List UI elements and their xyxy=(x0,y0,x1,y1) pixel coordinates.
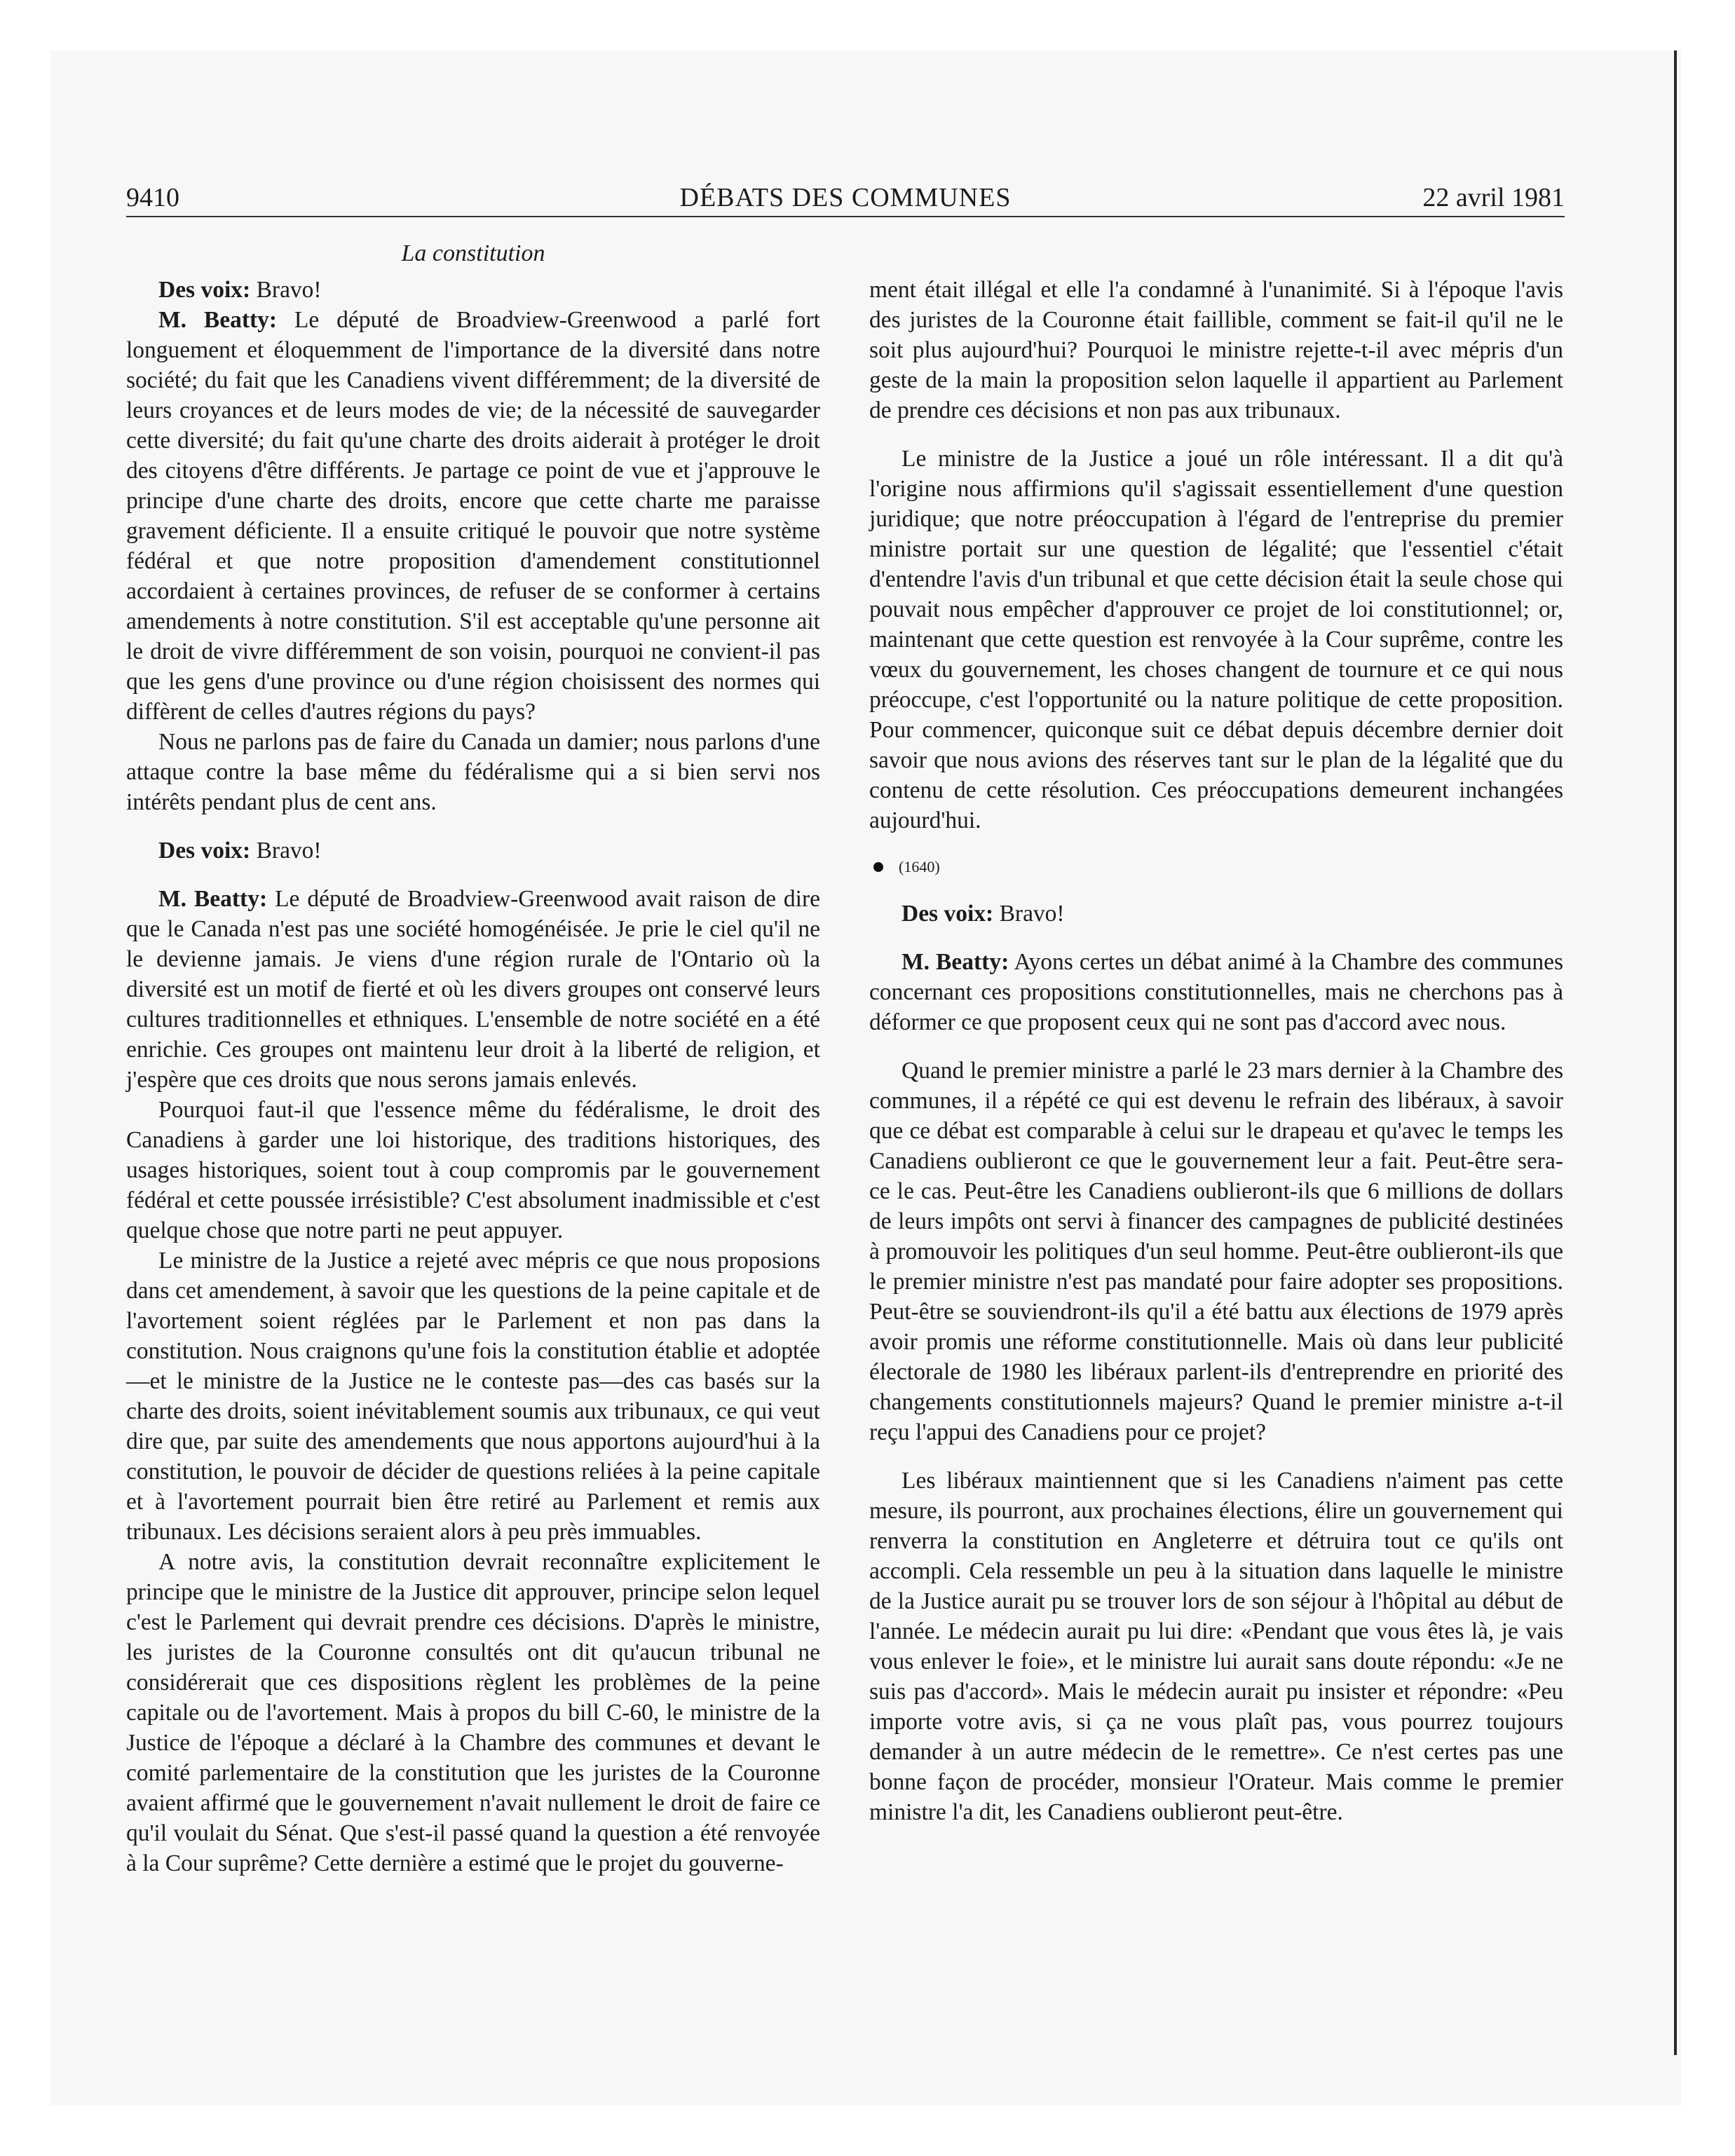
paragraph-text: Bravo! xyxy=(250,838,322,864)
paragraph-text: Pourquoi faut-il que l'essence même du fédéralisme, le droit des Canadiens à garder une loi historique, des traditions historiques, des usages historiques, soient tout à coup compromis par le gouvernement fédéral et cette poussée irrésistible? C'est absolument inadmissible et c'est quelque chose que notre parti ne peut appuyer. xyxy=(126,1097,820,1243)
paragraph xyxy=(869,444,1563,835)
paragraph-text: Le ministre de la Justice a rejeté avec mépris ce que nous proposions dans cet amendement, à savoir que les questions de la peine capitale et de l'avortement soient réglées par le Parlement et non pas dans la constitution. Nous craignons qu'une fois la constitution établie et adoptée—et le ministre de la Justice ne le conteste pas—des cas basés sur la charte des droits, soient inévitablement soumis aux tribunaux, ce qui veut dire que, par suite des amendements que nous apportons aujourd'hui à la constitution, le pouvoir de décider de questions reliées à la peine capitale et à l'avortement pourrait bien être retiré au Parlement et remis aux tribunaux. Les décisions seraient alors à peu près immuables. xyxy=(126,1248,820,1545)
paragraph xyxy=(869,1466,1563,1827)
paragraph xyxy=(869,275,1563,425)
page-number: 9410 xyxy=(126,183,179,212)
paragraph-text: Quand le premier ministre a parlé le 23 mars dernier à la Chambre des communes, il a répété ce qui est devenu le refrain des libéraux, à savoir que ce débat est comparable à celui sur le drapeau et qu'avec le temps les Canadiens oublieront ce que le gouvernement leur a fait. Peut-être sera-ce le cas. Peut-être les Canadiens oublieront-ils que 6 millions de dollars de leurs impôts ont servi à financer des campagnes de publicité destinées à promouvoir les politiques d'un seul homme. Peut-être oublieront-ils que le premier ministre n'est pas mandaté pour faire adopter ses propositions. Peut-être se souviendront-ils qu'il a été battu aux élections de 1979 après avoir promis une réforme constitutionnelle. Mais où dans leur publicité électorale de 1980 les libéraux parlent-ils d'entreprendre en priorité des changements constitutionnels majeurs? Quand le premier ministre a-t-il reçu l'appui des Canadiens pour ce projet? xyxy=(869,1058,1563,1445)
speaker-name: Des voix: xyxy=(901,901,994,927)
paragraph-text: Nous ne parlons pas de faire du Canada un damier; nous parlons d'une attaque contre la base même du fédéralisme qui a si bien servi nos intérêts pendant plus de cent ans. xyxy=(126,729,820,815)
publication-date: 22 avril 1981 xyxy=(1422,183,1565,212)
paragraph xyxy=(126,1547,820,1878)
paragraph-text: Bravo! xyxy=(250,277,322,303)
paragraph-text: Le député de Broadview-Greenwood avait raison de dire que le Canada n'est pas une société homogénéisée. Je prie le ciel qu'il ne le devienne jamais. Je viens d'une région rurale de l'Ontario où la diversité est un motif de fierté et où les divers groupes ont conservé leurs cultures traditionnelles et ethniques. L'ensemble de notre société en a été enrichie. Ces groupes ont maintenu leur droit à la liberté de religion, et j'espère que ces droits que nous serons jamais enlevés. xyxy=(126,886,820,1093)
paragraph xyxy=(126,884,820,1095)
speaker-name: M. Beatty: xyxy=(158,886,268,912)
paragraph xyxy=(126,727,820,817)
paragraph-text: A notre avis, la constitution devrait reconnaître explicitement le principe que le ministre de la Justice dit approuver, principe selon lequel c'est le Parlement qui devrait prendre ces décisions. D'après le ministre, les juristes de la Couronne consultés ont dit qu'aucun tribunal ne considérerait que ces dispositions règlent les problèmes de la peine capitale ou de l'avortement. Mais à propos du bill C-60, le ministre de la Justice de l'époque a déclaré à la Chambre des communes et devant le comité parlementaire de la constitution que les juristes de la Couronne avaient affirmé que le gouvernement n'avait nullement le droit de faire ce qu'il voulait du Sénat. Que s'est-il passé quand la question a été renvoyée à la Cour suprême? Cette dernière a estimé que le projet du gouverne- xyxy=(126,1549,820,1876)
time-marker-text: (1640) xyxy=(899,858,940,875)
speaker-name: M. Beatty: xyxy=(158,307,278,333)
speaker-name: Des voix: xyxy=(158,838,251,864)
paragraph-text: Ayons certes un débat animé à la Chambre des communes concernant ces propositions constitutionnelles, mais ne cherchons pas à déformer ce que proposent ceux qui ne sont pas d'accord avec nous. xyxy=(869,949,1563,1035)
right-column xyxy=(869,275,1563,1827)
speaker-name: Des voix: xyxy=(158,277,251,303)
paragraph xyxy=(869,947,1563,1037)
time-marker xyxy=(869,857,1563,878)
paragraph-text: Les libéraux maintiennent que si les Canadiens n'aiment pas cette mesure, ils pourront, aux prochaines élections, élire un gouvernement qui renverra la constitution en Angleterre et détruira tout ce qu'ils ont accompli. Cela ressemble un peu à la situation dans laquelle le ministre de la Justice aurait pu se trouver lors de son séjour à l'hôpital au début de l'année. Le médecin aurait pu lui dire: «Pendant que vous êtes là, je vais vous enlever le foie», et le ministre lui aurait sans doute répondu: «Je ne suis pas d'accord». Mais le médecin aurait pu insister et répondre: «Peu importe votre avis, si ça ne vous plaît pas, vous pourrez toujours demander à un autre médecin de le remettre». Ce n'est certes pas une bonne façon de procéder, monsieur l'Orateur. Mais comme le premier ministre l'a dit, les Canadiens oublieront peut-être. xyxy=(869,1468,1563,1825)
paragraph-text: Bravo! xyxy=(993,901,1065,927)
paragraph xyxy=(126,305,820,727)
paragraph-text: Le député de Broadview-Greenwood a parlé fort longuement et éloquemment de l'importance de la diversité dans notre société; du fait que les Canadiens vivent différemment; de la diversité de leurs croyances et de leurs modes de vie; de la nécessité de sauvegarder cette diversité; du fait qu'une charte des droits aiderait à protéger le droit des citoyens d'être différents. Je partage ce point de vue et j'approuve le principe d'une charte des droits, encore que cette charte me paraisse gravement déficiente. Il a ensuite critiqué le pouvoir que notre système fédéral et que notre proposition d'amendement constitutionnel accordaient à certaines provinces, de refuser de se conformer à certains amendements à notre constitution. S'il est acceptable qu'une personne ait le droit de vivre différemment de son voisin, pourquoi ne convient-il pas que les gens d'une province ou d'une région choisissent des normes qui diffèrent de celles d'autres régions du pays? xyxy=(126,307,820,725)
paragraph xyxy=(126,275,820,305)
header-rule xyxy=(126,216,1565,217)
publication-title: DÉBATS DES COMMUNES xyxy=(679,183,1012,212)
paragraph xyxy=(869,899,1563,929)
page-edge-shadow xyxy=(1674,50,1677,2055)
speaker-name: M. Beatty: xyxy=(901,949,1009,975)
left-column xyxy=(126,275,820,1878)
page-header xyxy=(126,181,1565,214)
paragraph-text: Le ministre de la Justice a joué un rôle intéressant. Il a dit qu'à l'origine nous affirmions qu'il s'agissait essentiellement d'une question juridique; que notre préoccupation à l'égard de l'entreprise du premier ministre portait sur une question de légalité; que l'essentiel c'était d'entendre l'avis d'un tribunal et que cette décision était la seule chose qui pouvait nous empêcher d'approuver ce projet de loi constitutionnel; or, maintenant que cette question est renvoyée à la Cour suprême, contre les vœux du gouvernement, les choses changent de tournure et ce qui nous préoccupe, c'est l'opportunité ou la nature politique de cette proposition. Pour commencer, quiconque suit ce débat depuis décembre dernier doit savoir que nous avions des réserves tant sur le plan de la légalité que du contenu de cette résolution. Ces préoccupations demeurent inchangées aujourd'hui. xyxy=(869,446,1563,833)
bullet-icon xyxy=(873,862,883,872)
paragraph xyxy=(869,1056,1563,1447)
paragraph xyxy=(126,835,820,866)
paragraph xyxy=(126,1246,820,1547)
paragraph-text: ment était illégal et elle l'a condamné à l'unanimité. Si à l'époque l'avis des juristes de la Couronne était faillible, comment se fait-il qu'il ne le soit plus aujourd'hui? Pourquoi le ministre rejette-t-il avec mépris d'un geste de la main la proposition selon laquelle il appartient au Parlement de prendre ces décisions et non pas aux tribunaux. xyxy=(869,277,1563,423)
running-title: La constitution xyxy=(401,240,545,266)
paragraph xyxy=(126,1095,820,1246)
